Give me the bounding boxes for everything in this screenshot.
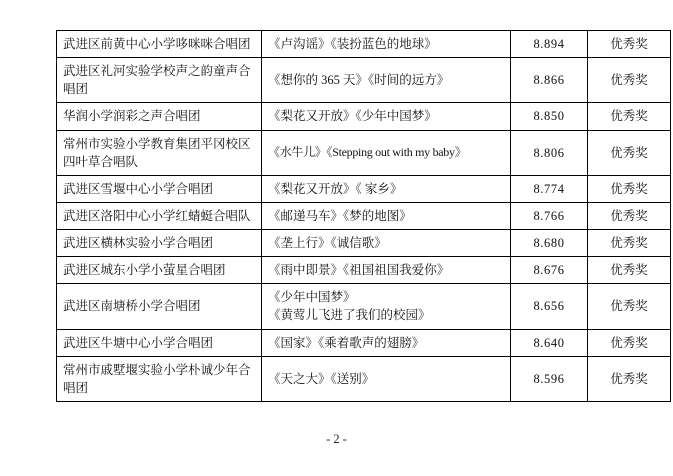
cell-score: 8.894 — [511, 31, 588, 58]
cell-score: 8.640 — [511, 329, 588, 356]
cell-award: 优秀奖 — [588, 130, 671, 175]
cell-works — [262, 230, 511, 257]
table-row — [57, 175, 671, 202]
cell-works — [262, 356, 511, 401]
cell-unit: 武进区洛阳中心小学红蜻蜓合唱队 — [57, 202, 262, 229]
works-line: 《黄莺儿飞进了我们的校园》 — [268, 308, 431, 323]
cell-award: 优秀奖 — [588, 175, 671, 202]
cell-works — [262, 284, 511, 329]
works-line: 《梨花又开放》《少年中国梦》 — [268, 109, 437, 124]
table-row — [57, 284, 671, 329]
cell-works — [262, 329, 511, 356]
cell-unit: 武进区雪堰中心小学合唱团 — [57, 175, 262, 202]
cell-score: 8.656 — [511, 284, 588, 329]
table-row — [57, 31, 671, 58]
works-line: 《邮递马车》《梦的地图》 — [268, 208, 412, 223]
cell-unit: 武进区前黄中心小学哆咪咪合唱团 — [57, 31, 262, 58]
works-line: 《雨中即景》《祖国祖国我爱你》 — [268, 263, 450, 278]
cell-unit: 武进区礼河实验学校声之韵童声合唱团 — [57, 58, 262, 103]
cell-unit: 华润小学润彩之声合唱团 — [57, 103, 262, 130]
cell-award: 优秀奖 — [588, 329, 671, 356]
works-line: 《国家》《乘着歌声的翅膀》 — [268, 335, 425, 350]
cell-award: 优秀奖 — [588, 284, 671, 329]
cell-works — [262, 130, 511, 175]
table-row — [57, 202, 671, 229]
cell-award: 优秀奖 — [588, 257, 671, 284]
cell-award: 优秀奖 — [588, 58, 671, 103]
table-row — [57, 257, 671, 284]
works-line: 《天之大》《送别》 — [268, 371, 375, 386]
works-line: 《垄上行》《诚信歌》 — [268, 236, 387, 250]
table-row — [57, 230, 671, 257]
cell-works — [262, 175, 511, 202]
page-number: - 2 - — [326, 432, 347, 446]
works-line: 《卢沟谣》《装扮蓝色的地球》 — [268, 37, 437, 51]
choir-results-table — [56, 30, 671, 402]
cell-unit: 武进区横林实验小学合唱团 — [57, 230, 262, 257]
cell-award: 优秀奖 — [588, 230, 671, 257]
cell-score: 8.596 — [511, 356, 588, 401]
cell-score: 8.806 — [511, 130, 588, 175]
cell-score: 8.850 — [511, 103, 588, 130]
cell-works — [262, 202, 511, 229]
cell-unit: 常州市实验小学教育集团平冈校区四叶草合唱队 — [57, 130, 262, 175]
works-line: 《想你的 365 天》《时间的远方》 — [268, 73, 450, 88]
table-row — [57, 58, 671, 103]
cell-works — [262, 257, 511, 284]
cell-award: 优秀奖 — [588, 356, 671, 401]
table-body — [57, 31, 671, 402]
works-line: 《梨花又开放》《 家乡》 — [268, 181, 403, 196]
cell-works — [262, 103, 511, 130]
cell-award: 优秀奖 — [588, 202, 671, 229]
works-line: 《水牛儿》《Stepping out with my baby》 — [268, 144, 467, 159]
cell-score: 8.866 — [511, 58, 588, 103]
cell-score: 8.680 — [511, 230, 588, 257]
cell-award: 优秀奖 — [588, 103, 671, 130]
cell-unit: 武进区南塘桥小学合唱团 — [57, 284, 262, 329]
cell-score: 8.676 — [511, 257, 588, 284]
cell-works — [262, 31, 511, 58]
cell-unit: 常州市戚墅堰实验小学朴诚少年合唱团 — [57, 356, 262, 401]
table-row — [57, 103, 671, 130]
cell-award: 优秀奖 — [588, 31, 671, 58]
cell-score: 8.774 — [511, 175, 588, 202]
cell-score: 8.766 — [511, 202, 588, 229]
cell-unit: 武进区牛塘中心小学合唱团 — [57, 329, 262, 356]
table-row — [57, 329, 671, 356]
works-line: 《少年中国梦》 — [268, 290, 356, 305]
cell-unit: 武进区城东小学小萤星合唱团 — [57, 257, 262, 284]
table-row — [57, 356, 671, 401]
table-row — [57, 130, 671, 175]
cell-works — [262, 58, 511, 103]
